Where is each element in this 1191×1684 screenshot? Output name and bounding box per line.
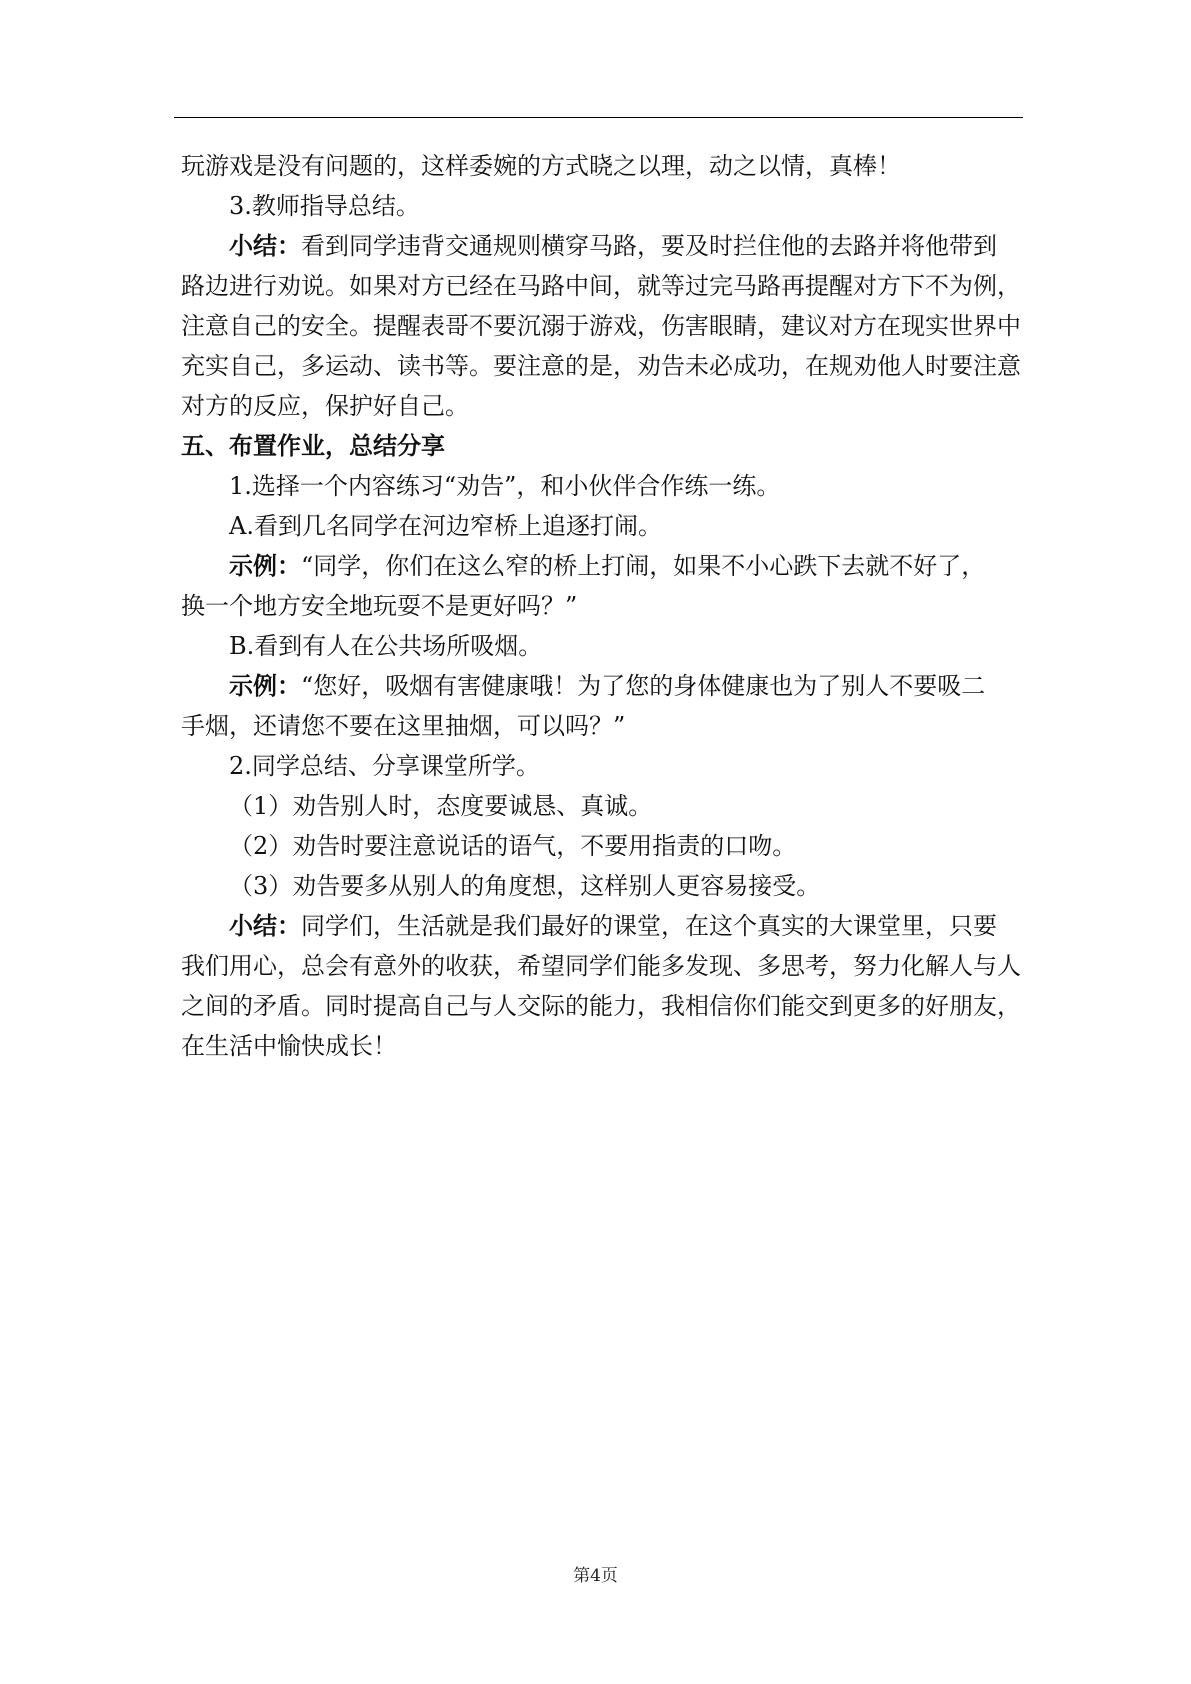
line-text: 玩游戏是没有问题的，这样委婉的方式晓之以理，动之以情，真棒！ xyxy=(181,152,901,180)
line-text: 之间的矛盾。同时提高自己与人交际的能力，我相信你们能交到更多的好朋友， xyxy=(181,992,1021,1020)
line-text: （2）劝告时要注意说话的语气，不要用指责的口吻。 xyxy=(229,832,797,860)
text-line xyxy=(181,626,1023,666)
text-line xyxy=(181,146,1023,186)
text-line xyxy=(181,746,1023,786)
text-line xyxy=(181,906,1023,946)
text-line xyxy=(181,186,1023,226)
line-text: 看到同学违背交通规则横穿马路，要及时拦住他的去路并将他带到 xyxy=(301,232,997,260)
line-text: 换一个地方安全地玩耍不是更好吗？” xyxy=(181,592,578,620)
line-text: （3）劝告要多从别人的角度想，这样别人更容易接受。 xyxy=(229,872,821,900)
text-line xyxy=(181,266,1023,306)
text-line xyxy=(181,866,1023,906)
line-text: A.看到几名同学在河边窄桥上追逐打闹。 xyxy=(229,512,662,540)
text-line xyxy=(181,506,1023,546)
section-heading: 五、布置作业，总结分享 xyxy=(181,431,445,460)
line-text: 路边进行劝说。如果对方已经在马路中间，就等过完马路再提醒对方下不为例， xyxy=(181,272,1021,300)
text-line xyxy=(181,1026,1023,1066)
page-number: 第4页 xyxy=(573,1566,618,1586)
paragraph-block-continued xyxy=(181,146,1023,426)
text-line xyxy=(181,466,1023,506)
line-text: “您好，吸烟有害健康哦！为了您的身体健康也为了别人不要吸二 xyxy=(301,672,986,700)
text-line xyxy=(181,226,1023,266)
bold-label: 示例： xyxy=(229,671,301,700)
text-line xyxy=(181,306,1023,346)
text-line xyxy=(181,946,1023,986)
text-line xyxy=(181,586,1023,626)
paragraph-block-homework xyxy=(181,466,1023,1066)
text-line xyxy=(181,706,1023,746)
bold-label: 小结： xyxy=(229,911,301,940)
line-text: 手烟，还请您不要在这里抽烟，可以吗？” xyxy=(181,712,626,740)
line-text: “同学，你们在这么窄的桥上打闹，如果不小心跌下去就不好了， xyxy=(301,552,986,580)
line-text: 我们用心，总会有意外的收获，希望同学们能多发现、多思考，努力化解人与人 xyxy=(181,952,1021,980)
line-text: B.看到有人在公共场所吸烟。 xyxy=(229,632,543,660)
line-text: 注意自己的安全。提醒表哥不要沉溺于游戏，伤害眼睛，建议对方在现实世界中 xyxy=(181,312,1021,340)
line-text: 3.教师指导总结。 xyxy=(229,192,420,220)
text-line xyxy=(181,786,1023,826)
text-line xyxy=(181,666,1023,706)
line-text: （1）劝告别人时，态度要诚恳、真诚。 xyxy=(229,792,653,820)
bold-label: 示例： xyxy=(229,551,301,580)
line-text: 对方的反应，保护好自己。 xyxy=(181,392,469,420)
header-rule xyxy=(174,117,1023,118)
document-body xyxy=(181,146,1023,1066)
line-text: 1.选择一个内容练习“劝告”，和小伙伴合作练一练。 xyxy=(229,472,781,500)
line-text: 2.同学总结、分享课堂所学。 xyxy=(229,752,540,780)
text-line xyxy=(181,826,1023,866)
line-text: 在生活中愉快成长！ xyxy=(181,1032,397,1060)
text-line xyxy=(181,986,1023,1026)
text-line xyxy=(181,386,1023,426)
text-line xyxy=(181,346,1023,386)
bold-label: 小结： xyxy=(229,231,301,260)
line-text: 同学们，生活就是我们最好的课堂，在这个真实的大课堂里，只要 xyxy=(301,912,997,940)
text-line xyxy=(181,546,1023,586)
line-text: 充实自己，多运动、读书等。要注意的是，劝告未必成功，在规劝他人时要注意 xyxy=(181,352,1021,380)
